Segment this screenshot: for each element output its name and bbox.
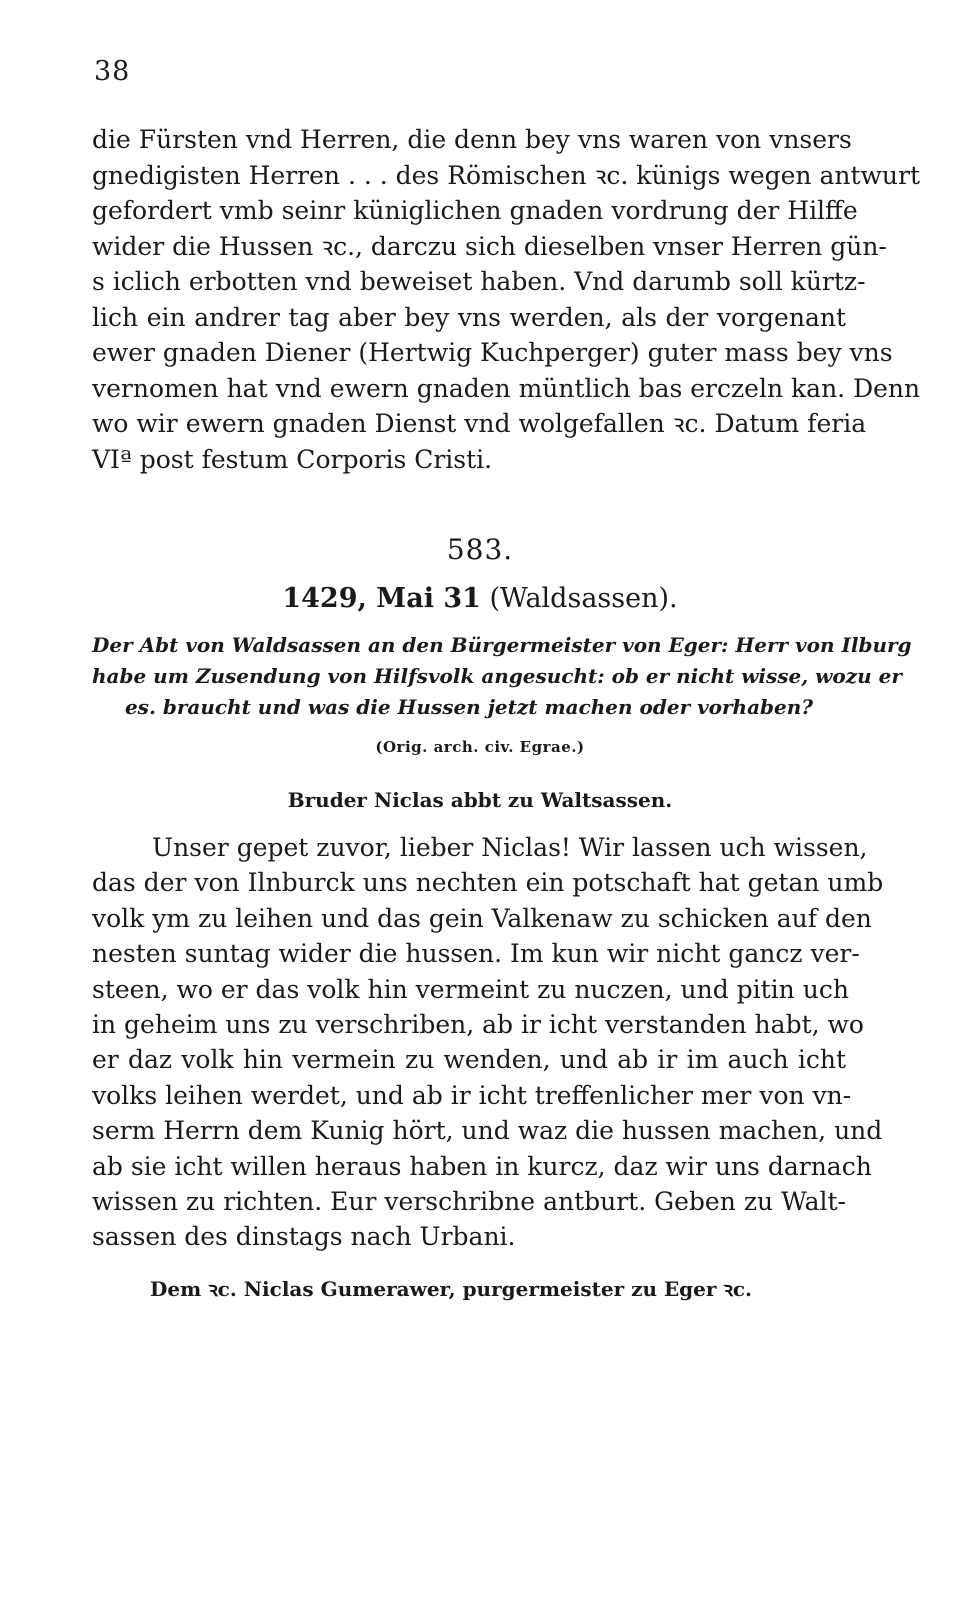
letter-line: ab sie icht willen heraus haben in kurcz, daz wir uns darnach	[92, 1151, 872, 1181]
text-line: gefordert vmb seinr küniglichen gnaden vordrung der Hilffe	[92, 196, 858, 225]
previous-document-text	[92, 122, 921, 477]
letter-line: Unser gepet zuvor, lieber Niclas! Wir lassen uch wissen,	[152, 833, 868, 862]
letter-line: nesten suntag wider die hussen. Im kun wir nicht gancz ver-	[92, 939, 860, 969]
letter-line: serm Herrn dem Kunig hört, und waz die hussen machen, und	[92, 1116, 883, 1146]
letter-line: volk ym zu leihen und das gein Valkenaw zu schicken auf den	[92, 903, 872, 933]
letter-line: volks leihen werdet, und ab ir icht treffenlicher mer von vn-	[92, 1080, 852, 1110]
document-summary	[92, 630, 912, 723]
text-line: die Fürsten vnd Herren, die denn bey vns waren von vnsers	[92, 125, 852, 154]
text-line: VIª post festum Corporis Cristi.	[92, 444, 493, 474]
letter-sender: Bruder Niclas abbt zu Waltsassen.	[287, 788, 673, 812]
text-line: wo wir ewern gnaden Dienst vnd wolgefallen ꝛc. Datum feria	[92, 409, 867, 438]
text-line: wider die Hussen ꝛc., darczu sich dieselben vnser Herren gün-	[92, 231, 887, 261]
letter-line: sassen des dinstags nach Urbani.	[92, 1222, 516, 1252]
letter-line: er daz volk hin vermein zu wenden, und ab ir im auch icht	[92, 1045, 846, 1075]
letter-address: Dem ꝛc. Niclas Gumerawer, purgermeister zu Eger ꝛc.	[150, 1277, 753, 1301]
document-date: 1429, Mai 31	[282, 583, 481, 614]
summary-line: es. braucht und was die Hussen jetzt machen oder vorhaben?	[124, 695, 814, 719]
summary-line: Der Abt von Waldsassen an den Bürgermeister von Eger: Herr von Ilburg	[92, 633, 912, 657]
document-number: 583.	[446, 533, 514, 566]
letter-line: wissen zu richten. Eur verschribne antburt. Geben zu Walt-	[92, 1187, 846, 1217]
text-line: gnedigisten Herren . . . des Römischen ꝛc. künigs wegen antwurt	[92, 160, 921, 190]
text-line: vernomen hat vnd ewern gnaden müntlich bas erczeln kan. Denn	[92, 373, 921, 403]
text-line: s iclich erbotten vnd beweiset haben. Vnd darumb soll kürtz-	[92, 267, 866, 296]
letter-body	[92, 830, 884, 1255]
text-line: ewer gnaden Diener (Hertwig Kuchperger) guter mass bey vns	[92, 338, 893, 367]
letter-line: in geheim uns zu verschriben, ab ir icht verstanden habt, wo	[92, 1010, 864, 1040]
letter-line: steen, wo er das volk hin vermeint zu nuczen, und pitin uch	[92, 974, 849, 1004]
document-date-heading	[0, 583, 960, 614]
letter-line: das der von Ilnburck uns nechten ein potschaft hat getan umb	[92, 868, 884, 898]
page-number: 38	[94, 56, 131, 87]
document-place: (Waldsassen).	[489, 583, 678, 614]
archive-source: (Orig. arch. civ. Egrae.)	[375, 738, 585, 756]
text-line: lich ein andrer tag aber bey vns werden, als der vorgenant	[92, 302, 846, 332]
summary-line: habe um Zusendung von Hilfsvolk angesucht: ob er nicht wisse, wozu er	[92, 664, 902, 688]
